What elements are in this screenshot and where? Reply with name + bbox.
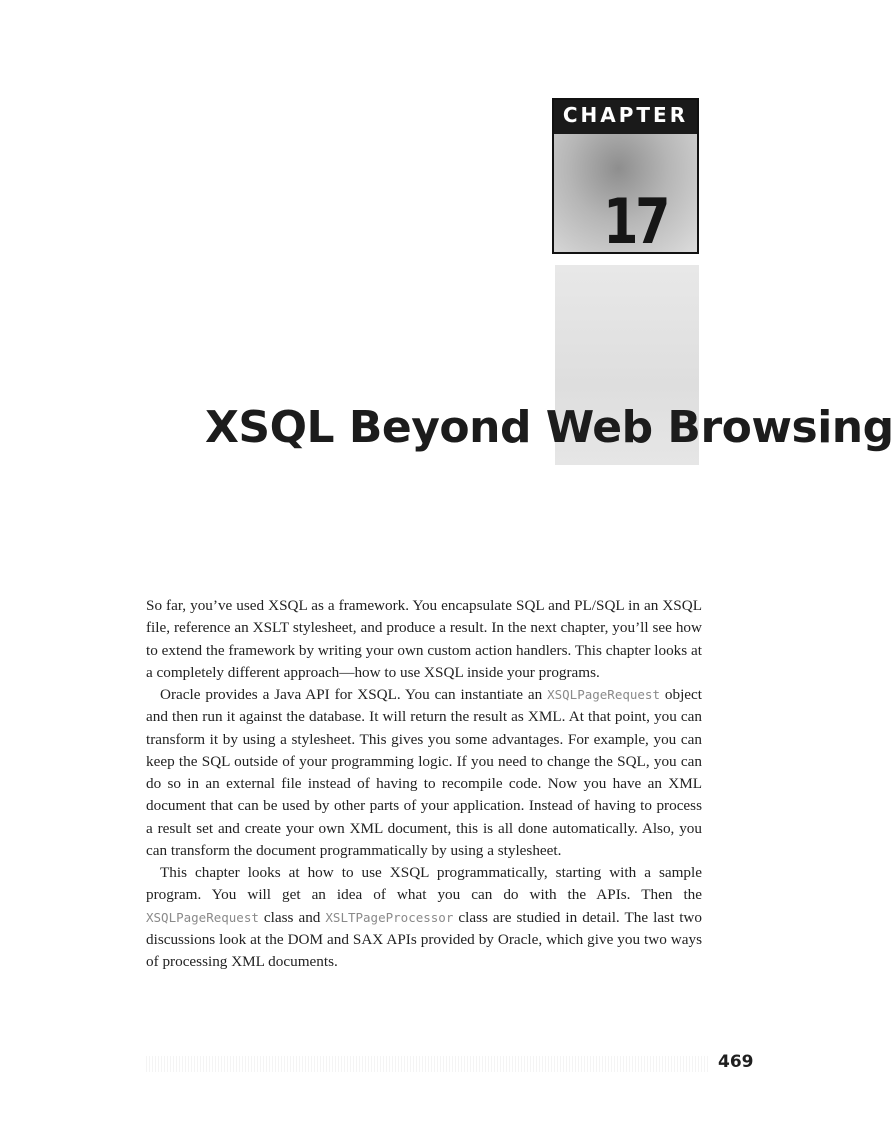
paragraph-text: So far, you’ve used XSQL as a framework. You encapsulate SQL and PL/SQL in an XSQL file, reference an XSLT stylesheet, and produce a result. In the next chapter, you’ll see how to extend the framework by writing your own custom action handlers. This chapter looks at a completely different approach—how to use XSQL inside your programs.	[146, 597, 702, 681]
inline-code: XSLTPageProcessor	[325, 909, 454, 925]
chapter-number: 17	[602, 185, 667, 258]
paragraph-text: class are studied in detail. The last two discussions look at the DOM and SAX APIs provided by Oracle, which give you two ways of processing XML documents.	[146, 908, 702, 970]
paragraph-text: object and then run it against the database. It will return the result as XML. At that point, you can transform it by using a stylesheet. This gives you some advantages. For example, you can keep the SQL outside of your programming logic. If you need to change the SQL, you can do so in an external file instead of having to recompile code. Now you have an XML document that can be used by other parts of your application. Instead of having to process a result set and create your own XML document, this is all done automatically. Also, you can transform the document programmatically by using a stylesheet.	[146, 686, 702, 859]
footer-rule	[146, 1056, 710, 1072]
paragraph-text: Oracle provides a Java API for XSQL. You can instantiate an	[160, 686, 548, 703]
paragraph-text: This chapter looks at how to use XSQL programmatically, starting with a sample program. You will get an idea of what you can do with the APIs. Then the	[146, 864, 702, 904]
chapter-title: XSQL Beyond Web Browsing	[205, 402, 894, 453]
inline-code: XSQLPageRequest	[146, 909, 259, 925]
inline-code: XSQLPageRequest	[547, 687, 660, 702]
chapter-label: CHAPTER	[562, 103, 689, 127]
body-paragraph	[146, 684, 702, 862]
paragraph-text: class and	[258, 908, 326, 926]
page-number: 469	[718, 1052, 754, 1072]
chapter-label-bar	[554, 100, 697, 134]
body-paragraph	[146, 595, 702, 684]
chapter-intro-text	[146, 595, 702, 973]
body-paragraph	[146, 862, 702, 973]
chapter-badge	[552, 98, 699, 258]
